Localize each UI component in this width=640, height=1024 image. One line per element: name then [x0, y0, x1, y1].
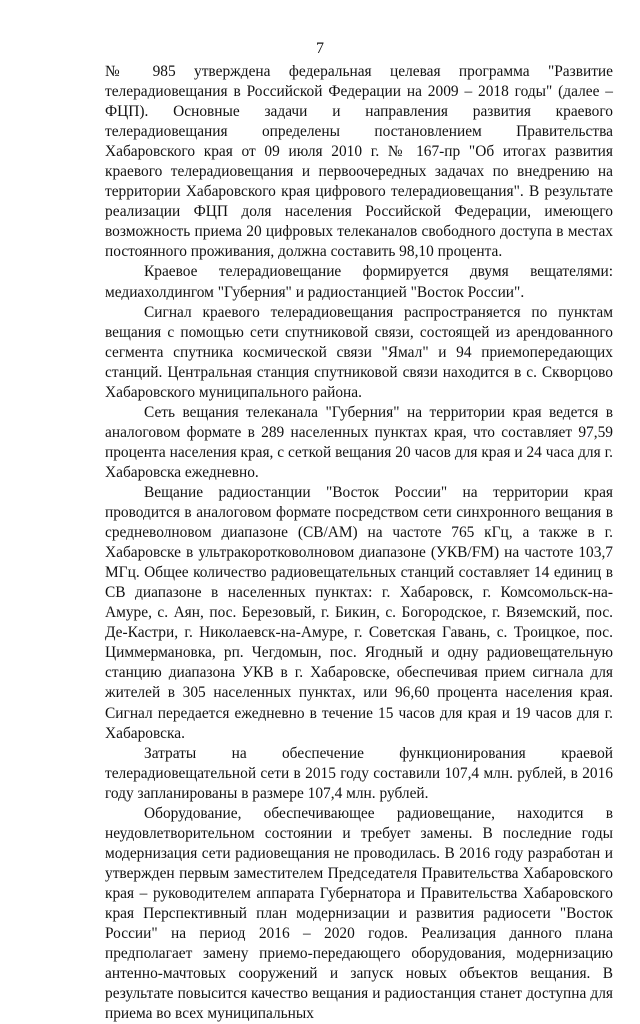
page-number: 7 — [316, 40, 324, 57]
paragraph-satellite-network: Сигнал краевого телерадиовещания распространяется по пунктам вещания с помощью сети спутниковой связи, состоящей из арендованного сегмента спутника космической связи "Ямал" и 94 приемопередающих станций. Центральная станция спутниковой связи находится в с. Скворцово Хабаровского муниципального района. — [105, 303, 613, 401]
paragraph-costs: Затраты на обеспечение функционирования краевой телерадиовещательной сети в 2015 году составили 107,4 млн. рублей, в 2016 году запланированы в размере 107,4 млн. рублей. — [105, 744, 613, 802]
paragraph-program-intro: № 985 утверждена федеральная целевая программа "Развитие телерадиовещания в Российской Федерации на 2009 – 2018 годы" (далее – ФЦП). Основные задачи и направления развития краевого телерадиовещания определены постановлением Правительства Хабаровского края от 09 июля 2010 г. № 167-пр "Об итогах развития краевого телерадиовещания и первоочередных задачах по внедрению на территории Хабаровского края цифрового телерадиовещания". В результате реализации ФЦП доля населения Российской Федерации, имеющего возможность приема 20 цифровых телеканалов свободного доступа в местах постоянного проживания, должна составить 98,10 процента. — [105, 63, 613, 261]
paragraph-gubernia-network: Сеть вещания телеканала "Губерния" на территории края ведется в аналоговом формате в 289 населенных пунктах края, что составляет 97,59 процента населения края, с сеткой вещания 20 часов для края и 24 часа для г. Хабаровска ежедневно. — [105, 403, 613, 481]
body-text — [105, 62, 613, 1024]
paragraph-radio-vostok: Вещание радиостанции "Восток России" на территории края проводится в аналоговом формате посредством сети синхронного вещания в средневолновом диапазоне (СВ/АМ) на частоте 765 кГц, а также в г. Хабаровске в ультракоротковолновом диапазоне (УКВ/FM) на частоте 103,7 МГц. Общее количество радиовещательных станций составляет 14 единиц в СВ диапазоне в населенных пунктах: г. Хабаровск, г. Комсомольск-на-Амуре, с. Аян, пос. Березовый, г. Бикин, с. Богородское, г. Вяземский, пос. Де-Кастри, г. Николаевск-на-Амуре, г. Советская Гавань, с. Троицкое, пос. Циммермановка, рп. Чегдомын, пос. Ягодный и одну радиовещательную станцию диапазона УКВ в г. Хабаровске, обеспечивая прием сигнала для жителей в 305 населенных пунктах, или 96,60 процента населения края. Сигнал передается ежедневно в течение 15 часов для края и 19 часов для г. Хабаровска. — [105, 483, 613, 742]
paragraph-broadcasters: Краевое телерадиовещание формируется двумя вещателями: медиахолдингом "Губерния" и радиостанцией "Восток России". — [105, 263, 613, 301]
paragraph-equipment: Оборудование, обеспечивающее радиовещание, находится в неудовлетворительном состоянии и требует замены. В последние годы модернизация сети радиовещания не проводилась. В 2016 году разработан и утвержден первым заместителем Председателя Правительства Хабаровского края – руководителем аппарата Губернатора и Правительства Хабаровского края Перспективный план модернизации и развития радиосети "Восток России" на период 2016 – 2020 годов. Реализация данного плана предполагает замену приемо-передающего оборудования, модернизацию антенно-мачтовых сооружений и запуск новых объектов вещания. В результате повысится качество вещания и радиостанция станет доступна для приема во всех муниципальных — [105, 804, 613, 1023]
